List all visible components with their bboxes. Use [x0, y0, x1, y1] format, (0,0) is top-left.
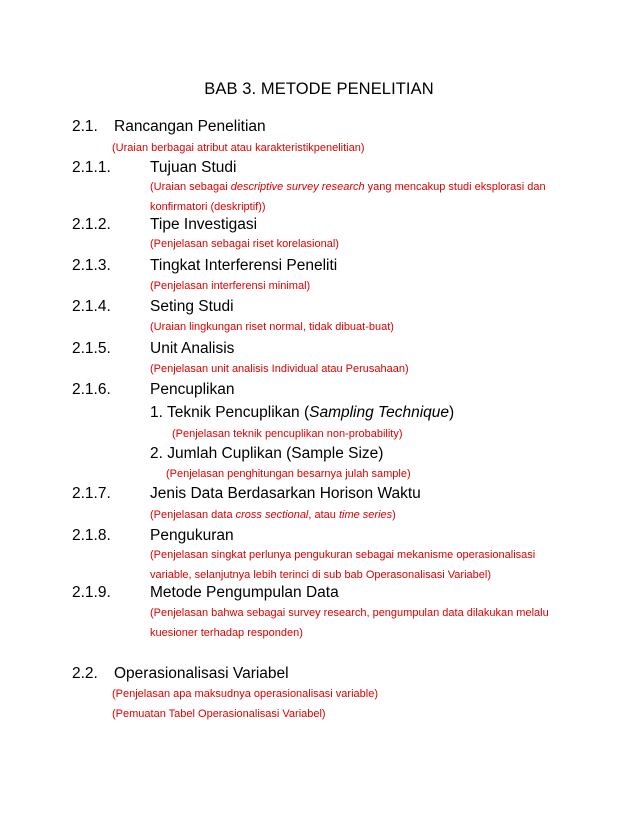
section-2-1-8-note: (Penjelasan singkat perlunya pengukuran sebagai mekanisme operasionalisasi	[150, 549, 536, 561]
section-2-2-heading	[72, 665, 289, 683]
emphasis-text: Sampling Technique	[309, 404, 450, 421]
section-label: Tipe Investigasi	[150, 216, 258, 233]
section-label: Rancangan Penelitian	[114, 118, 266, 135]
section-2-1-5-note: (Penjelasan unit analisis Individual atau Perusahaan)	[150, 363, 409, 375]
section-label: Operasionalisasi Variabel	[114, 665, 289, 682]
emphasis-text: cross sectional	[235, 509, 309, 521]
section-label: Unit Analisis	[150, 340, 235, 357]
section-2-1-2-heading	[72, 216, 258, 234]
section-number: 2.2.	[72, 665, 98, 682]
section-label: Pengukuran	[150, 527, 234, 544]
section-label: Seting Studi	[150, 298, 234, 315]
section-2-1-1-note-line2: konfirmatori (deskriptif))	[150, 201, 266, 213]
emphasis-text: descriptive survey research	[230, 181, 365, 193]
sampling-technique-item: 1. Teknik Pencuplikan (Sampling Technique)	[150, 404, 455, 421]
section-2-1-3-note: (Penjelasan interferensi minimal)	[150, 280, 311, 292]
section-2-1-2-note: (Penjelasan sebagai riset korelasional)	[150, 238, 339, 250]
section-2-1-1-note: (Uraian sebagai descriptive survey research yang mencakup studi eksplorasi dan	[150, 181, 546, 193]
section-2-1-9-heading	[72, 584, 339, 602]
section-number: 2.1.7.	[72, 485, 111, 502]
section-label: Tujuan Studi	[150, 159, 237, 176]
section-2-1-6-heading	[72, 381, 235, 399]
section-2-1-9-note: (Penjelasan bahwa sebagai survey research, pengumpulan data dilakukan melalu	[150, 607, 549, 619]
section-2-2-note-line2: (Pemuatan Tabel Operasionalisasi Variabel)	[112, 708, 326, 720]
section-2-1-8-note-line2: variable, selanjutnya lebih terinci di sub bab Operasonalisasi Variabel)	[150, 569, 491, 581]
section-number: 2.1.5.	[72, 340, 111, 357]
section-2-1-3-heading	[72, 257, 338, 275]
section-2-1-heading	[72, 118, 266, 136]
section-number: 2.1.	[72, 118, 98, 135]
section-2-1-4-note: (Uraian lingkungan riset normal, tidak dibuat-buat)	[150, 321, 394, 333]
section-2-1-9-note-line2: kuesioner terhadap responden)	[150, 627, 303, 639]
section-label: Pencuplikan	[150, 381, 235, 398]
section-number: 2.1.4.	[72, 298, 111, 315]
section-number: 2.1.6.	[72, 381, 111, 398]
section-number: 2.1.2.	[72, 216, 111, 233]
section-number: 2.1.3.	[72, 257, 111, 274]
section-number: 2.1.8.	[72, 527, 111, 544]
section-2-1-4-heading	[72, 298, 234, 316]
section-2-1-7-heading	[72, 485, 421, 503]
section-2-1-8-heading	[72, 527, 234, 545]
section-2-1-1-heading	[72, 159, 237, 177]
section-2-1-note: (Uraian berbagai atribut atau karakteristikpenelitian)	[112, 142, 365, 154]
section-2-1-5-heading	[72, 340, 235, 358]
sample-size-item: 2. Jumlah Cuplikan (Sample Size)	[150, 445, 384, 462]
chapter-title: BAB 3. METODE PENELITIAN	[204, 80, 434, 98]
section-number: 2.1.9.	[72, 584, 111, 601]
sampling-technique-note: (Penjelasan teknik pencuplikan non-probability)	[172, 428, 403, 440]
emphasis-text: time series	[338, 509, 393, 521]
section-2-1-7-note: (Penjelasan data cross sectional, atau time series)	[150, 509, 396, 521]
section-2-2-note: (Penjelasan apa maksudnya operasionalisasi variable)	[112, 688, 378, 700]
section-number: 2.1.1.	[72, 159, 111, 176]
section-label: Tingkat Interferensi Peneliti	[150, 257, 338, 274]
section-label: Jenis Data Berdasarkan Horison Waktu	[150, 485, 421, 502]
section-label: Metode Pengumpulan Data	[150, 584, 339, 601]
sample-size-note: (Penjelasan penghitungan besarnya julah sample)	[166, 468, 411, 480]
